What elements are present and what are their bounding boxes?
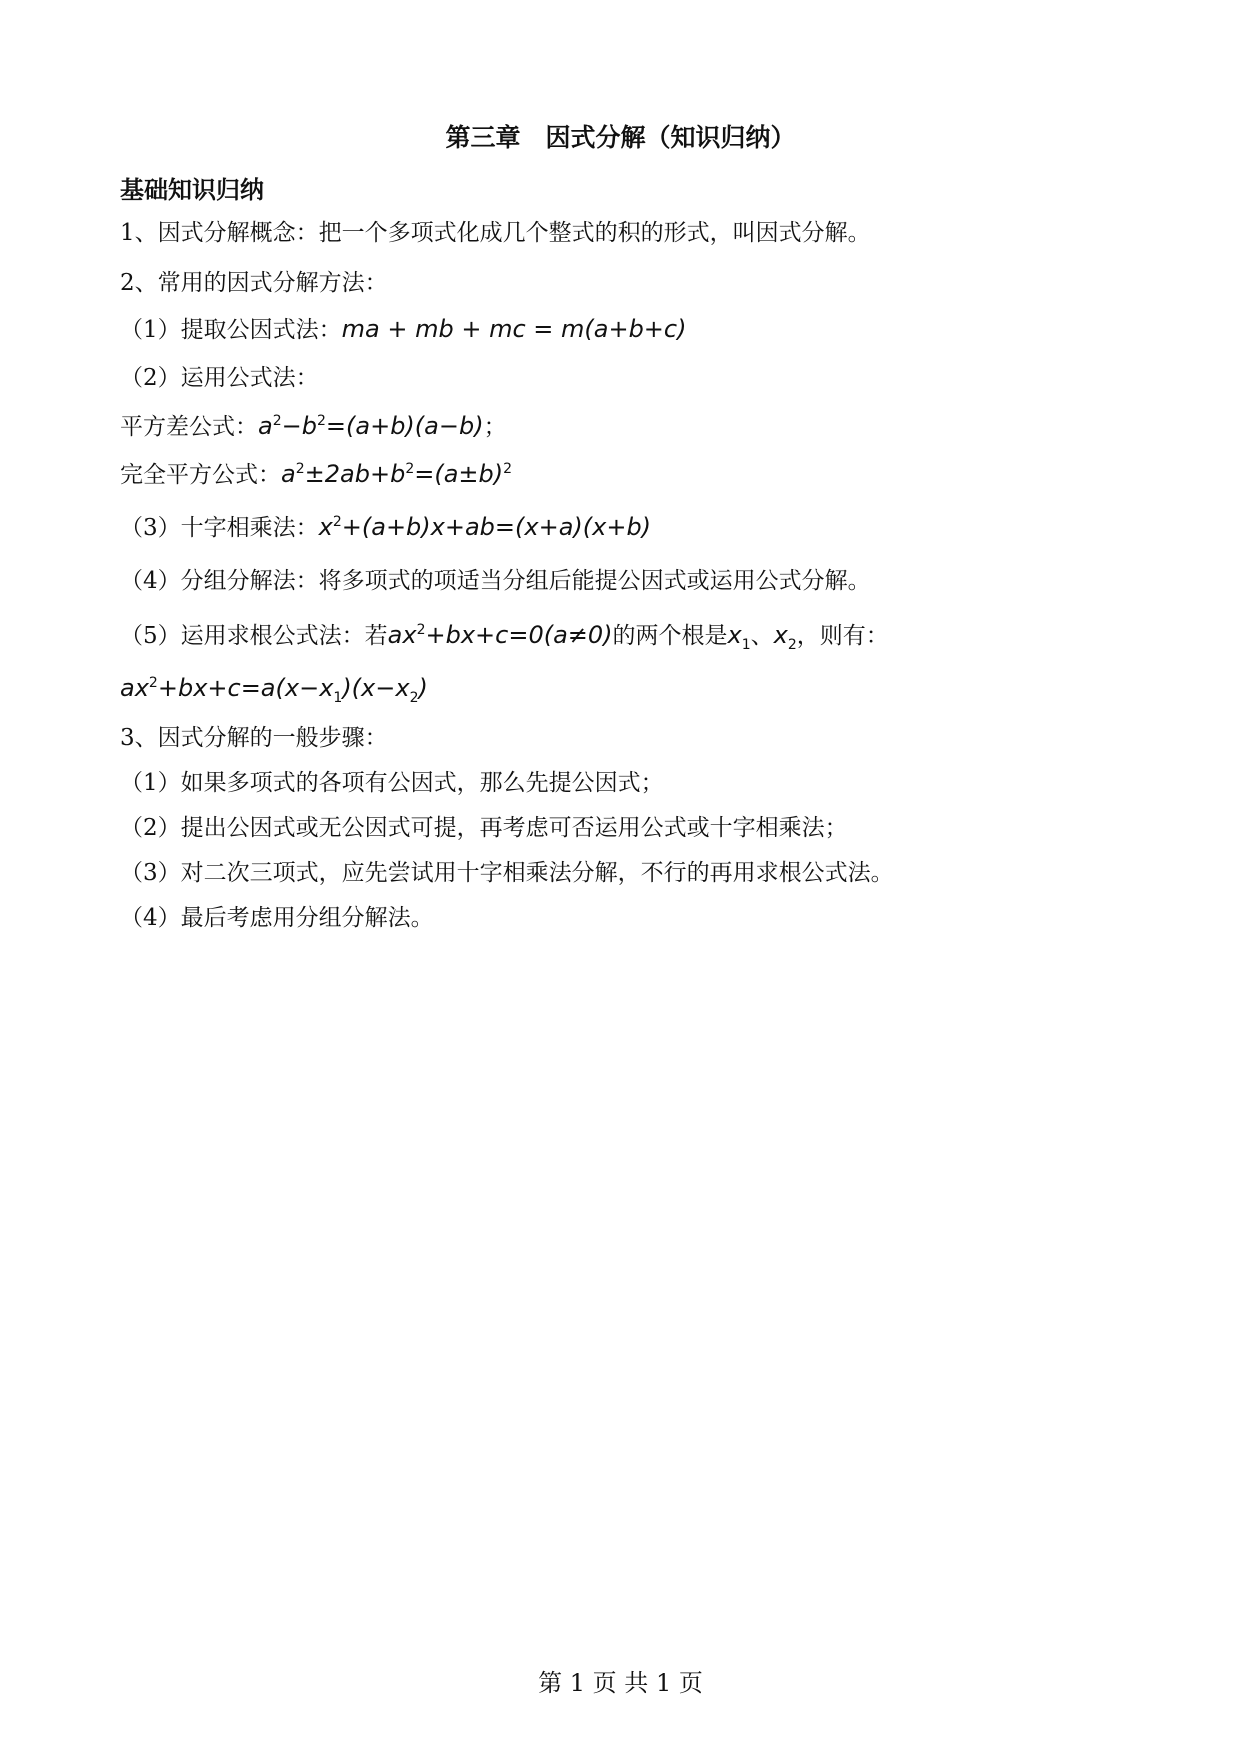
difference-of-squares-line: 平方差公式：$a^2-b^2=(a+b)(a-b)$； [120, 412, 507, 440]
document-title: 第三章 因式分解（知识归纳） [445, 123, 796, 152]
step-2: （2）提出公因式或无公因式可提，再考虑可否运用公式或十字相乘法； [120, 815, 848, 841]
step-1: （1）如果多项式的各项有公因式，那么先提公因式； [120, 770, 664, 796]
root-formula-line: （5）运用求根公式法：若$ax^2+bx+c=0(a\ne 0)$的两个根是$x_1$、$x_2$，则有： [120, 621, 889, 653]
quadratic-equation: $ax^2+bx+c=0(a\ne 0)$ [387, 621, 613, 649]
common-factor-formula: ma + mb + mc = m(a+b+c) [341, 315, 687, 343]
perfect-square-line [120, 462, 512, 487]
page-footer: 第 1 页 共 1 页 [538, 1669, 703, 1697]
common-factor-line [120, 317, 686, 342]
difference-of-squares-formula: $a^2-b^2=(a+b)(a-b)$ [258, 412, 484, 440]
root-x1: $x_1$ [727, 621, 751, 653]
root-x2: $x_2$ [773, 621, 797, 653]
root-factorization-line [120, 676, 428, 705]
formula-method-line: （2）运用公式法： [120, 365, 319, 391]
cross-multiplication-line [120, 515, 651, 540]
section-heading: 基础知识归纳 [120, 176, 264, 204]
common-factor-label: （1）提取公因式法： [120, 317, 342, 343]
step-3: （3）对二次三项式，应先尝试用十字相乘法分解，不行的再用求根公式法。 [120, 860, 894, 886]
difference-of-squares-label: 平方差公式： [120, 414, 258, 440]
steps-heading-line: 3、因式分解的一般步骤： [120, 725, 388, 751]
methods-line: 2、常用的因式分解方法： [120, 270, 388, 296]
grouping-line: （4）分组分解法：将多项式的项适当分组后能提公因式或运用公式分解。 [120, 568, 871, 594]
perfect-square-label: 完全平方公式： [120, 462, 281, 488]
cross-multiplication-label: （3）十字相乘法： [120, 515, 319, 541]
perfect-square-formula: $a^2\pm 2ab+b^2=(a\pm b)^2$ [281, 460, 513, 488]
step-4: （4）最后考虑用分组分解法。 [120, 905, 434, 931]
cross-multiplication-formula: $x^2+(a+b)x+ab=(x+a)(x+b)$ [318, 513, 652, 541]
root-factorization-formula: $ax^2+bx+c=a(x-x_1)(x-x_2)$ [120, 674, 428, 706]
definition-line: 1、因式分解概念：把一个多项式化成几个整式的积的形式，叫因式分解。 [120, 220, 871, 246]
